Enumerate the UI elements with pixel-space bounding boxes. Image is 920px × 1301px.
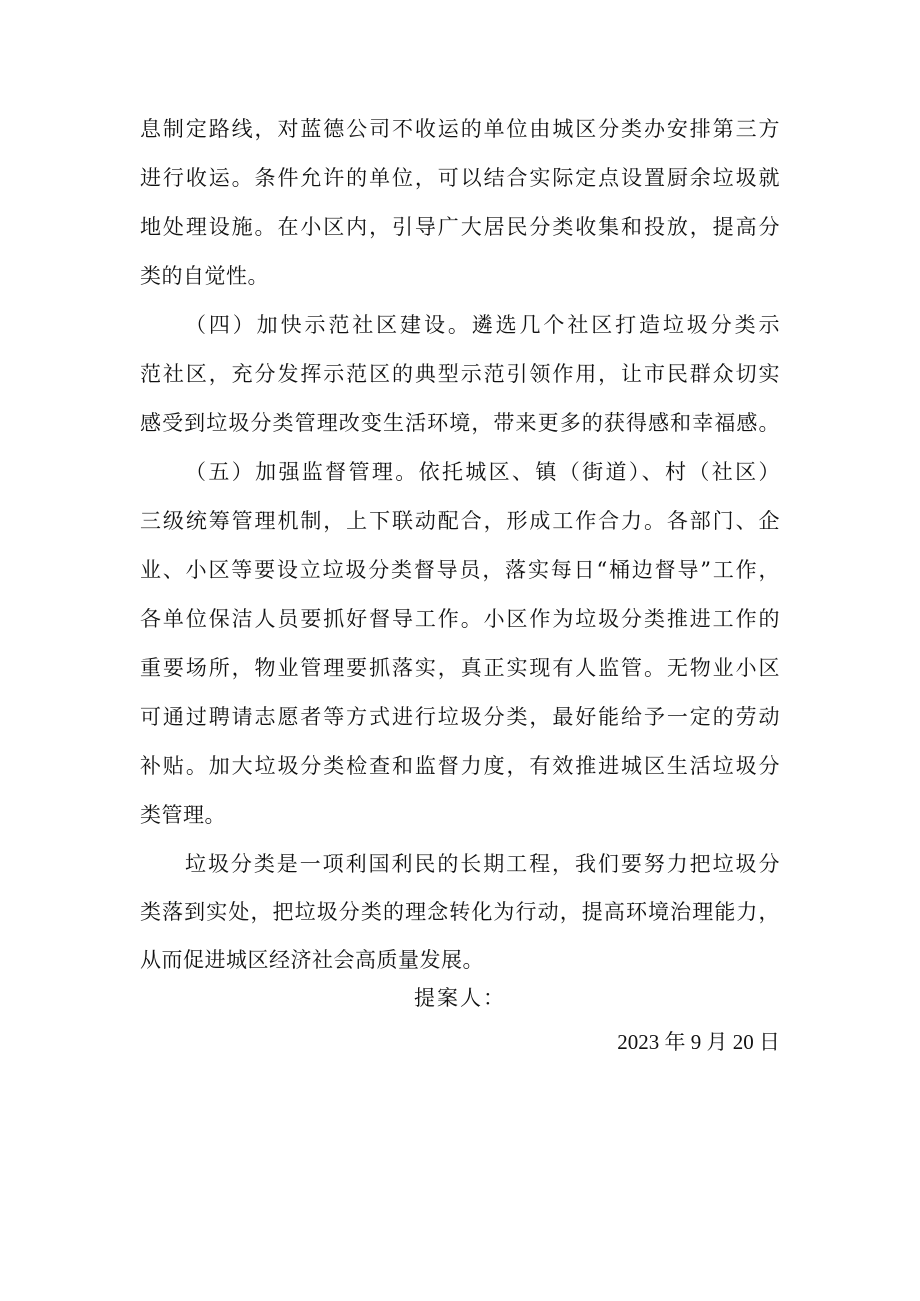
text-line: 类落到实处，把垃圾分类的理念转化为行动，提高环境治理能力， [140,900,780,924]
text-line: 补贴。加大垃圾分类检查和监督力度，有效推进城区生活垃圾分 [140,754,780,778]
text-line: 从而促进城区经济社会高质量发展。 [140,948,484,972]
document-date: 2023 年 9 月 20 日 [617,1030,780,1054]
text-line: 类的自觉性。 [140,264,269,288]
text-line: 感受到垃圾分类管理改变生活环境，带来更多的获得感和幸福感。 [140,411,780,435]
text-line: 类管理。 [140,803,226,827]
signature-label: 提案人： [414,986,506,1010]
text-line: （五）加强监督管理。依托城区、镇（街道）、村（社区） [185,460,780,484]
text-line: （四）加快示范社区建设。遴选几个社区打造垃圾分类示 [185,313,780,337]
text-line: 业、小区等要设立垃圾分类督导员，落实每日“桶边督导”工作， [140,558,780,582]
text-line: 垃圾分类是一项利国利民的长期工程，我们要努力把垃圾分 [185,852,780,876]
text-line: 息制定路线，对蓝德公司不收运的单位由城区分类办安排第三方 [140,117,780,141]
text-line: 地处理设施。在小区内，引导广大居民分类收集和投放，提高分 [140,215,780,239]
text-line: 各单位保洁人员要抓好督导工作。小区作为垃圾分类推进工作的 [140,607,780,631]
text-line: 范社区，充分发挥示范区的典型示范引领作用，让市民群众切实 [140,362,780,386]
text-line: 进行收运。条件允许的单位，可以结合实际定点设置厨余垃圾就 [140,166,780,190]
text-line: 三级统筹管理机制，上下联动配合，形成工作合力。各部门、企 [140,509,780,533]
text-line: 可通过聘请志愿者等方式进行垃圾分类，最好能给予一定的劳动 [140,705,780,729]
text-line: 重要场所，物业管理要抓落实，真正实现有人监管。无物业小区 [140,656,780,680]
